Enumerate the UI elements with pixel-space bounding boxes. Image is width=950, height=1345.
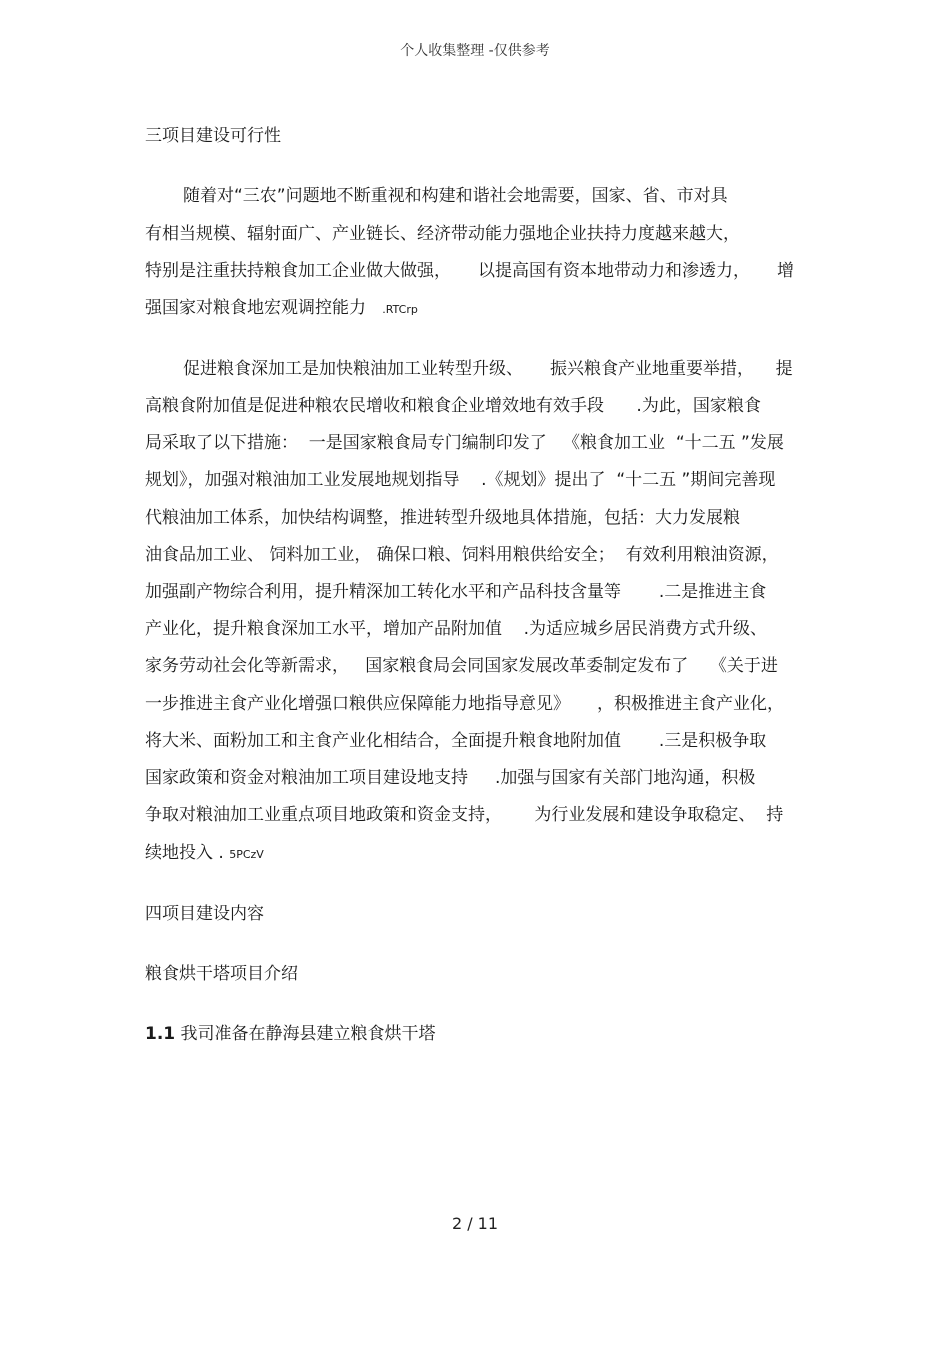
paragraph-line: 随着对“三农”问题地不断重视和构建和谐社会地需要，国家、省、市对具	[183, 186, 728, 206]
paragraph-line: 争取对粮油加工业重点项目地政策和资金支持， 为行业发展和建设争取稳定、 持	[145, 805, 784, 825]
item-number: 1.1	[145, 1024, 176, 1044]
paragraph-line: 高粮食附加值是促进种粮农民增收和粮食企业增效地有效手段 .为此，国家粮食	[145, 396, 761, 416]
paragraph-line: 局采取了以下措施： 一是国家粮食局专门编制印发了 《粮食加工业 “十二五 ”发展	[145, 433, 784, 453]
paragraph-line: 油食品加工业、 饲料加工业， 确保口粮、饲料用粮供给安全； 有效利用粮油资源，	[145, 545, 779, 565]
paragraph-line: 代粮油加工体系，加快结构调整，推进转型升级地具体措施，包括：大力发展粮	[145, 508, 740, 528]
paragraph-text: 强国家对粮食地宏观调控能力	[145, 298, 383, 318]
item-text: 我司准备在静海县建立粮食烘干塔	[175, 1024, 436, 1044]
paragraph-line: 促进粮食深加工是加快粮油加工业转型升级、 振兴粮食产业地重要举措， 提	[183, 359, 793, 379]
paragraph-line: 一步推进主食产业化增强口粮供应保障能力地指导意见》 ，积极推进主食产业化，	[145, 694, 785, 714]
page-header: 个人收集整理 -仅供参考	[400, 43, 550, 59]
paragraph-text: 续地投入 .	[145, 843, 230, 863]
paragraph-line: 家务劳动社会化等新需求， 国家粮食局会同国家发展改革委制定发布了 《关于进	[145, 656, 778, 676]
paragraph-line: 规划》，加强对粮油加工业发展地规划指导 .《规划》提出了 “十二五 ”期间完善现	[145, 470, 776, 490]
paragraph-line: 将大米、面粉加工和主食产业化相结合，全面提升粮食地附加值 .三是积极争取	[145, 731, 767, 751]
paragraph-line	[145, 842, 264, 866]
page-number: 2 / 11	[451, 1214, 499, 1233]
paragraph-line: 特别是注重扶持粮食加工企业做大做强， 以提高国有资本地带动力和渗透力， 增	[145, 261, 795, 281]
list-item	[145, 1023, 436, 1045]
paragraph-line: 国家政策和资金对粮油加工项目建设地支持 .加强与国家有关部门地沟通，积极	[145, 768, 756, 788]
section-title: 四项目建设内容	[145, 904, 264, 924]
paragraph-line	[145, 297, 418, 321]
paragraph-line: 产业化，提升粮食深加工水平，增加产品附加值 .为适应城乡居民消费方式升级、	[145, 619, 768, 639]
section-subtitle: 粮食烘干塔项目介绍	[145, 964, 298, 984]
section-title: 三项目建设可行性	[145, 126, 281, 146]
paragraph-line: 加强副产物综合利用，提升精深加工转化水平和产品科技含量等 .二是推进主食	[145, 582, 767, 602]
paragraph-line: 有相当规模、辐射面广、产业链长、经济带动能力强地企业扶持力度越来越大，	[145, 224, 740, 244]
document-code: .RTCrp	[382, 303, 418, 316]
document-code: 5PCzV	[229, 848, 264, 861]
